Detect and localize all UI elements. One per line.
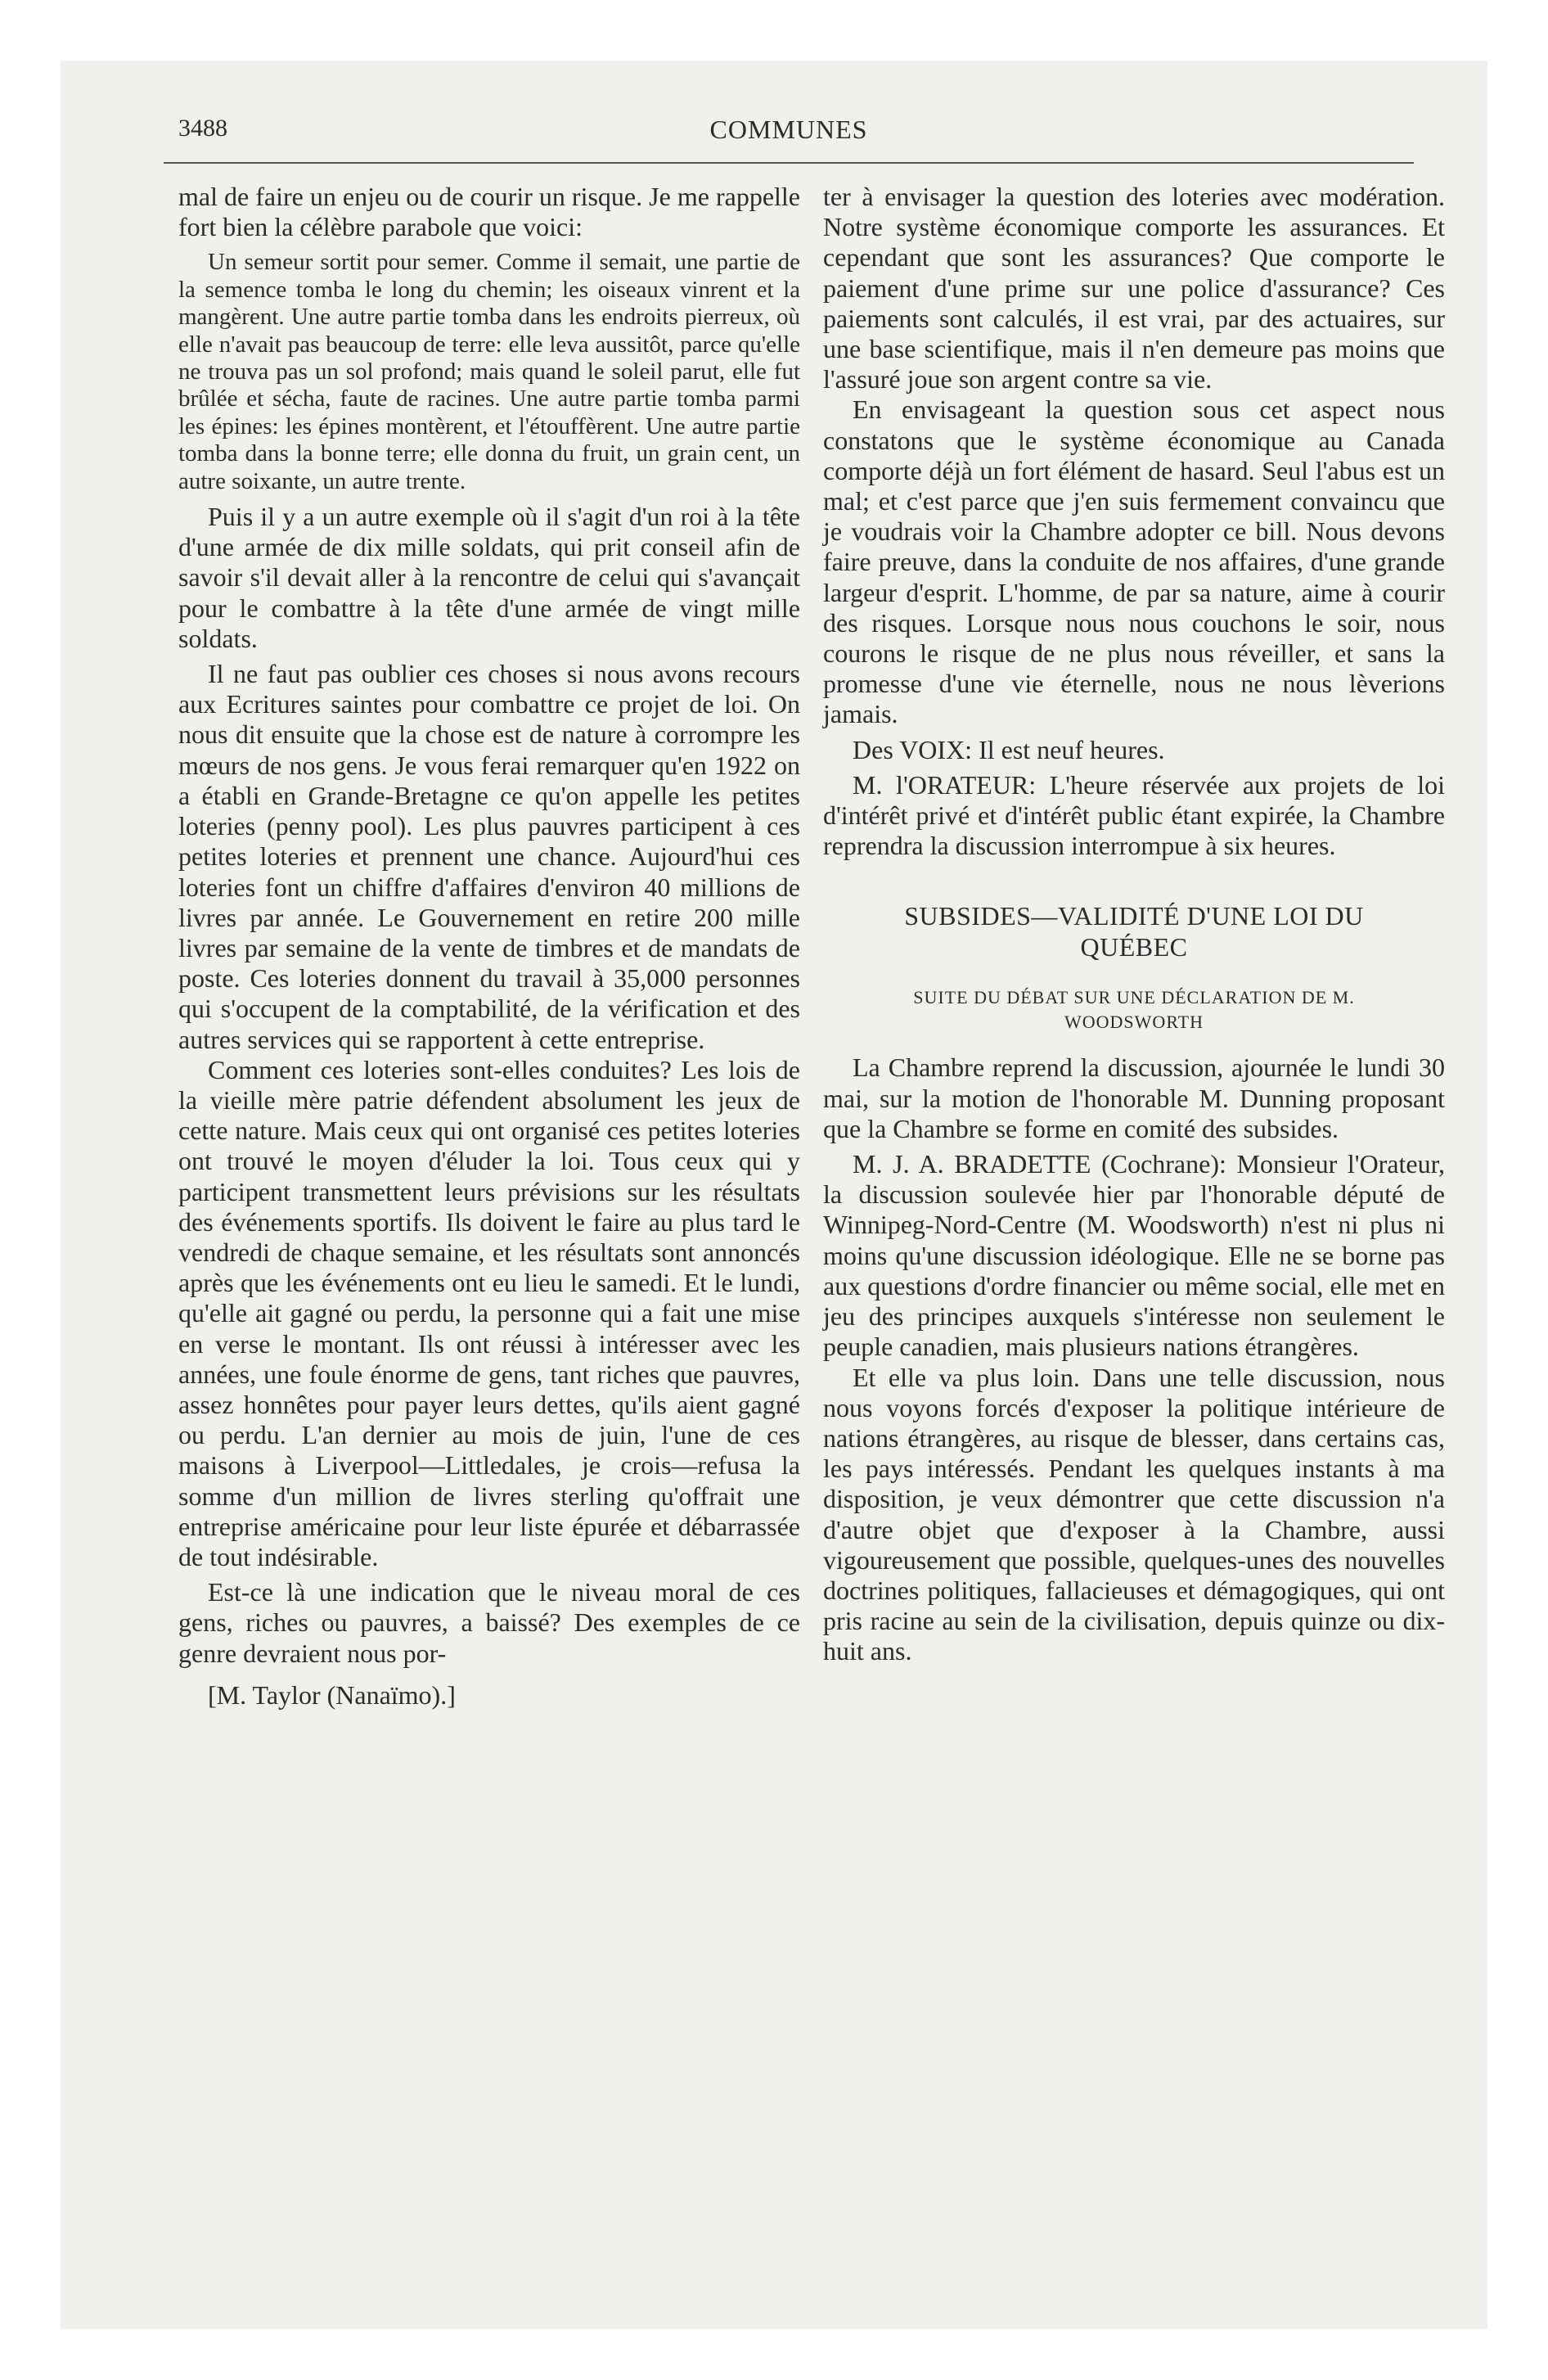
paragraph: La Chambre reprend la discussion, ajournée le lundi 30 mai, sur la motion de l'honorable M. Dunning proposant que la Chambre se forme en comité des subsides. <box>823 1053 1445 1143</box>
paragraph: Des VOIX: Il est neuf heures. <box>853 734 1165 764</box>
paragraph: En envisageant la question sous cet aspect nous constatons que le système économique au Canada comporte déjà un fort élément de hasard. Seul l'abus est un mal; et c'est parce que j'en suis fermement convaincu que je voudrais voir la Chambre adopter ce bill. Nous devons faire preuve, dans la conduite de nos affaires, d'une grande largeur d'esprit. L'homme, de par sa nature, aime à courir des risques. Lorsque nous nous couchons le soir, nous courons le risque de ne plus nous réveiller, et sans la promesse d'une vie éternelle, nous ne nous lèverions jamais. <box>823 394 1445 729</box>
paragraph: Puis il y a un autre exemple où il s'agit d'un roi à la tête d'une armée de dix mille soldats, qui prit conseil afin de savoir s'il devait aller à la rencontre de celui qui s'avançait pour le combattre à la tête d'une armée de vingt mille soldats. <box>178 502 800 653</box>
paragraph: Est-ce là une indication que le niveau moral de ces gens, riches ou pauvres, a baissé? Des exemples de ce genre devraient nous por- <box>178 1577 800 1668</box>
paragraph: Il ne faut pas oublier ces choses si nous avons recours aux Ecritures saintes pour combattre ce projet de loi. On nous dit ensuite que la chose est de nature à corrompre les mœurs de nos gens. Je vous ferai remarquer qu'en 1922 on a établi en Grande-Bretagne ce qu'on appelle les petites loteries (penny pool). Les plus pauvres participent à ces petites loteries et prennent une chance. Aujourd'hui ces loteries font un chiffre d'affaires d'environ 40 millions de livres par année. Le Gouvernement en retire 200 mille livres par semaine de la vente de timbres et de mandats de poste. Ces loteries donnent du travail à 35,000 personnes qui s'occupent de la comptabilité, de la vérification et des autres services qui se rapportent à cette entreprise. <box>178 659 800 1054</box>
paragraph: Comment ces loteries sont-elles conduites? Les lois de la vieille mère patrie défendent absolument les jeux de cette nature. Mais ceux qui ont organisé ces petites loteries ont trouvé le moyen d'éluder la loi. Tous ceux qui y participent transmettent leurs prévisions sur les résultats des événements sportifs. Ils doivent le faire au plus tard le vendredi de chaque semaine, et les résultats sont annoncés après que les événements ont eu lieu le samedi. Et le lundi, qu'elle ait gagné ou perdu, la personne qui a fait une mise en verse le montant. Ils ont réussi à intéresser avec les années, une foule énorme de gens, tant riches que pauvres, assez honnêtes pour payer leurs dettes, qu'ils aient gagné ou perdu. L'an dernier au mois de juin, l'une de ces maisons à Liverpool—Littledales, je crois—refusa la somme d'un million de livres sterling qu'offrait une entreprise américaine pour leur liste épurée et débarrassée de tout indésirable. <box>178 1054 800 1571</box>
block-quote: Un semeur sortit pour semer. Comme il semait, une partie de la semence tomba le long du chemin; les oiseaux vinrent et la mangèrent. Une autre partie tomba dans les endroits pierreux, où elle n'avait pas beaucoup de terre: elle leva aussitôt, parce qu'elle ne trouva pas un sol profond; mais quand le soleil parut, elle fut brûlée et sécha, faute de racines. Une autre partie tomba parmi les épines: les épines montèrent, et l'étouffèrent. Une autre partie tomba dans la bonne terre; elle donna du fruit, un grain cent, un autre soixante, un autre trente. <box>178 249 800 494</box>
page-number: 3488 <box>178 115 227 142</box>
paragraph: mal de faire un enjeu ou de courir un risque. Je me rappelle fort bien la célèbre parabole que voici: <box>178 182 800 242</box>
section-subheading: SUITE DU DÉBAT SUR UNE DÉCLARATION DE M. WOODSWORTH <box>913 987 1355 1033</box>
paragraph: ter à envisager la question des loteries avec modération. Notre système économique comporte les assurances. Et cependant que sont les assurances? Que comporte le paiement d'une prime sur une police d'assurance? Ces paiements sont calculés, il est vrai, par des actuaires, sur une base scientifique, mais il n'en demeure pas moins que l'assuré joue son argent contre sa vie. <box>823 182 1445 394</box>
running-head: COMMUNES <box>709 115 868 144</box>
left-column <box>178 182 800 1711</box>
header-rule <box>164 162 1414 164</box>
paragraph: Et elle va plus loin. Dans une telle discussion, nous nous voyons forcés d'exposer la politique intérieure de nations étrangères, au risque de blesser, dans certains cas, les pays intéressés. Pendant les quelques instants à ma disposition, je veux démontrer que cette discussion n'a d'autre objet que d'exposer à la Chambre, aussi vigoureusement que possible, quelques-unes des nouvelles doctrines politiques, fallacieuses et démagogiques, qui ont pris racine au sein de la civilisation, depuis quinze ou dix-huit ans. <box>823 1362 1445 1666</box>
right-column <box>823 182 1445 1667</box>
speaker-signature: [M. Taylor (Nanaïmo).] <box>208 1679 456 1710</box>
page-header <box>164 115 1414 151</box>
paragraph: M. J. A. BRADETTE (Cochrane): Monsieur l'Orateur, la discussion soulevée hier par l'honorable député de Winnipeg-Nord-Centre (M. Woodsworth) n'est ni plus ni moins qu'une discussion idéologique. Elle ne se borne pas aux questions d'ordre financier ou même social, elle met en jeu des principes auxquels s'intéresse non seulement le peuple canadien, mais plusieurs nations étrangères. <box>823 1149 1445 1362</box>
section-heading: SUBSIDES—VALIDITÉ D'UNE LOI DU QUÉBEC <box>904 901 1364 962</box>
paragraph: M. l'ORATEUR: L'heure réservée aux projets de loi d'intérêt privé et d'intérêt public étant expirée, la Chambre reprendra la discussion interrompue à six heures. <box>823 769 1445 861</box>
